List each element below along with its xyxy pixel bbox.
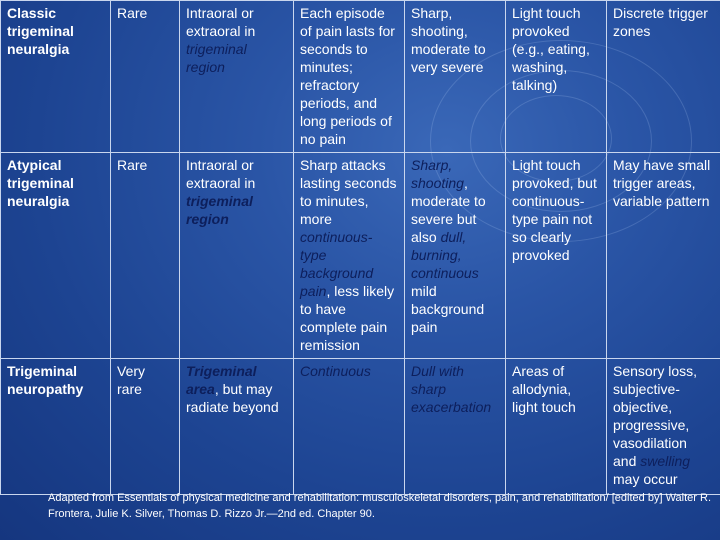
cell-provocation <box>506 359 607 495</box>
cell-text-segment: swelling <box>640 453 691 469</box>
cell-text-segment: mild background pain <box>411 283 485 335</box>
cell-text-segment: Trigeminal area <box>186 363 257 397</box>
table-row <box>1 359 720 495</box>
cell-duration <box>294 359 405 495</box>
cell-text-segment: Areas of allodynia, light touch <box>512 363 576 415</box>
cell-text-segment: Intraoral or extraoral in <box>186 5 256 39</box>
cell-name: Atypical trigeminal neuralgia <box>1 153 111 359</box>
cell-text-segment: Light touch provoked (e.g., eating, washing, talking) <box>512 5 590 93</box>
cell-character <box>405 153 506 359</box>
cell-text-segment: may occur <box>613 471 678 487</box>
cell-duration <box>294 1 405 153</box>
cell-text-segment: Light touch provoked, but continuous-type pain not so clearly provoked <box>512 157 597 263</box>
table-row <box>1 153 720 359</box>
cell-provocation <box>506 1 607 153</box>
cell-text-segment: continuous-type background pain <box>300 229 374 299</box>
cell-character <box>405 1 506 153</box>
table-row <box>1 1 720 153</box>
cell-name: Classic trigeminal neuralgia <box>1 1 111 153</box>
cell-duration <box>294 153 405 359</box>
cell-text-segment: , moderate to severe but also <box>411 175 486 245</box>
cell-features <box>607 359 720 495</box>
cell-provocation <box>506 153 607 359</box>
cell-text-segment: trigeminal region <box>186 41 247 75</box>
cell-text-segment: Intraoral or extraoral in <box>186 157 256 191</box>
cell-text-segment: Sharp, shooting <box>411 157 464 191</box>
cell-text-segment: Discrete trigger zones <box>613 5 708 39</box>
cell-text-segment: , less likely to have complete pain remission <box>300 283 395 353</box>
cell-text-segment: Sharp attacks lasting seconds to minutes, more <box>300 157 397 227</box>
cell-text-segment: Each episode of pain lasts for seconds to minutes; refractory periods, and long periods of no pain <box>300 5 395 147</box>
cell-frequency: Rare <box>111 153 180 359</box>
cell-features <box>607 1 720 153</box>
cell-text-segment: Continuous <box>300 363 371 379</box>
cell-frequency: Rare <box>111 1 180 153</box>
cell-name: Trigeminal neuropathy <box>1 359 111 495</box>
cell-features <box>607 153 720 359</box>
cell-text-segment: trigeminal region <box>186 193 253 227</box>
cell-text-segment: , but may radiate beyond <box>186 381 279 415</box>
cell-text-segment: May have small trigger areas, variable pattern <box>613 157 711 209</box>
cell-site <box>180 1 294 153</box>
cell-site <box>180 359 294 495</box>
cell-text-segment: Sharp, shooting, moderate to very severe <box>411 5 486 75</box>
cell-character <box>405 359 506 495</box>
cell-text-segment: Dull with sharp exacerbation <box>411 363 492 415</box>
cell-frequency: Very rare <box>111 359 180 495</box>
cell-text-segment: Sensory loss, subjective-objective, progressive, vasodilation and <box>613 363 698 469</box>
cell-text-segment: dull, burning, continuous <box>411 229 479 281</box>
cell-site <box>180 153 294 359</box>
source-caption: Adapted from Essentials of physical medicine and rehabilitation: musculoskeletal disorders, pain, and rehabilitation/ [edited by] Walter R. Frontera, Julie K. Silver, Thomas D. Rizzo Jr.—2nd ed. Chapter 90. <box>48 492 711 520</box>
